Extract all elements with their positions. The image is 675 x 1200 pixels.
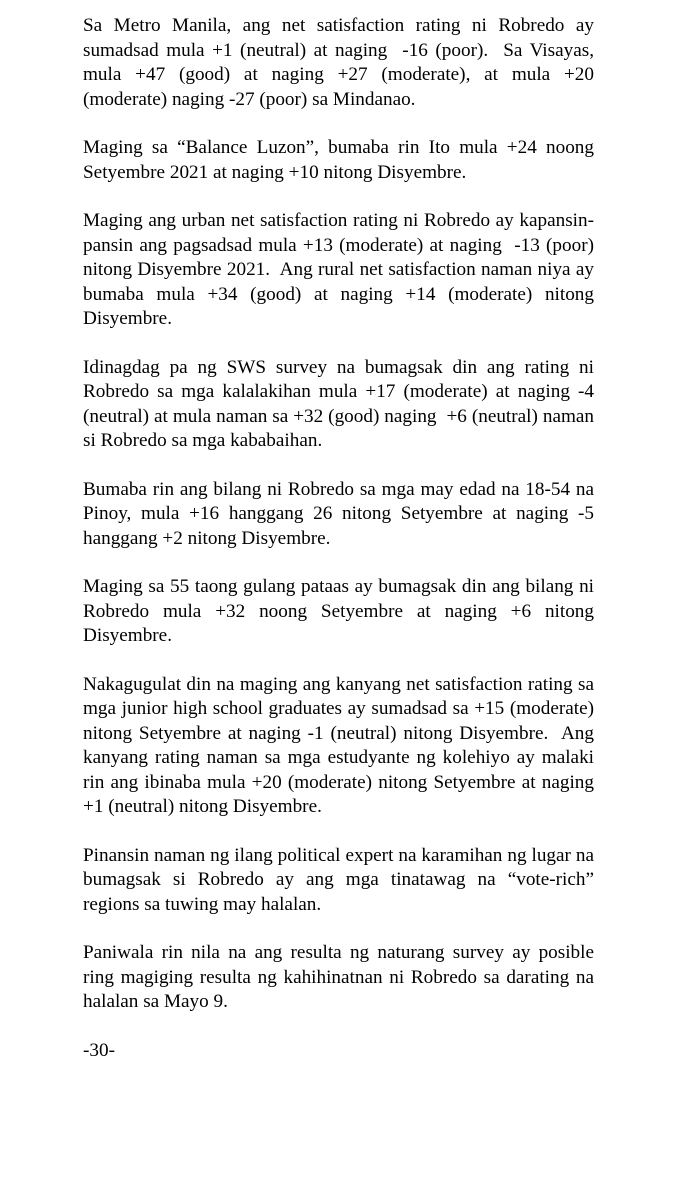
paragraph-conclusion: Paniwala rin nila na ang resulta ng naturang survey ay posible ring magiging resulta ng kahihinatnan ni Robredo sa darating na halalan sa Mayo 9. [83, 942, 599, 1012]
paragraph-gender: Idinagdag pa ng SWS survey na bumagsak din ang rating ni Robredo sa mga kalalakihan mula +17 (moderate) at naging -4 (neutral) at mula naman sa +32 (good) naging +6 (neutral) naman si Robredo sa mga kababaihan. [83, 356, 599, 451]
paragraph-metro-manila: Sa Metro Manila, ang net satisfaction rating ni Robredo ay sumadsad mula +1 (neutral) at naging -16 (poor). Sa Visayas, mula +47 (good) at naging +27 (moderate), at mula +20 (moderate) naging -27 (poor) sa Mindanao. [83, 15, 599, 110]
paragraph-vote-rich: Pinansin naman ng ilang political expert na karamihan ng lugar na bumagsak si Robredo ay ang mga tinatawag na “vote-rich” regions sa tuwing may halalan. [83, 844, 599, 915]
paragraph-urban-rural: Maging ang urban net satisfaction rating ni Robredo ay kapansin-pansin ang pagsadsad mula +13 (moderate) at naging -13 (poor) nitong Disyembre 2021. Ang rural net satisfaction naman niya ay bumaba mula +34 (good) at naging +14 (moderate) nitong Disyembre. [83, 210, 599, 329]
paragraph-balance-luzon: Maging sa “Balance Luzon”, bumaba rin Ito mula +24 noong Setyembre 2021 at naging +10 nitong Disyembre. [83, 137, 599, 183]
paragraph-education: Nakagugulat din na maging ang kanyang net satisfaction rating sa mga junior high school graduates ay sumadsad sa +15 (moderate) nitong Setyembre at naging -1 (neutral) nitong Disyembre. Ang kanyang rating naman sa mga estudyante ng kolehiyo ay malaki rin ang ibinaba mula +20 (moderate) nitong Setyembre at naging +1 (neutral) nitong Disyembre. [83, 673, 599, 817]
paragraph-age-18-54: Bumaba rin ang bilang ni Robredo sa mga may edad na 18-54 na Pinoy, mula +16 hanggang 26 nitong Setyembre at naging -5 hanggang +2 nitong Disyembre. [83, 478, 599, 549]
end-mark: -30- [83, 1039, 115, 1061]
paragraph-age-55-up: Maging sa 55 taong gulang pataas ay bumagsak din ang bilang ni Robredo mula +32 noong Setyembre at naging +6 nitong Disyembre. [83, 576, 599, 646]
document-body [83, 14, 599, 1063]
